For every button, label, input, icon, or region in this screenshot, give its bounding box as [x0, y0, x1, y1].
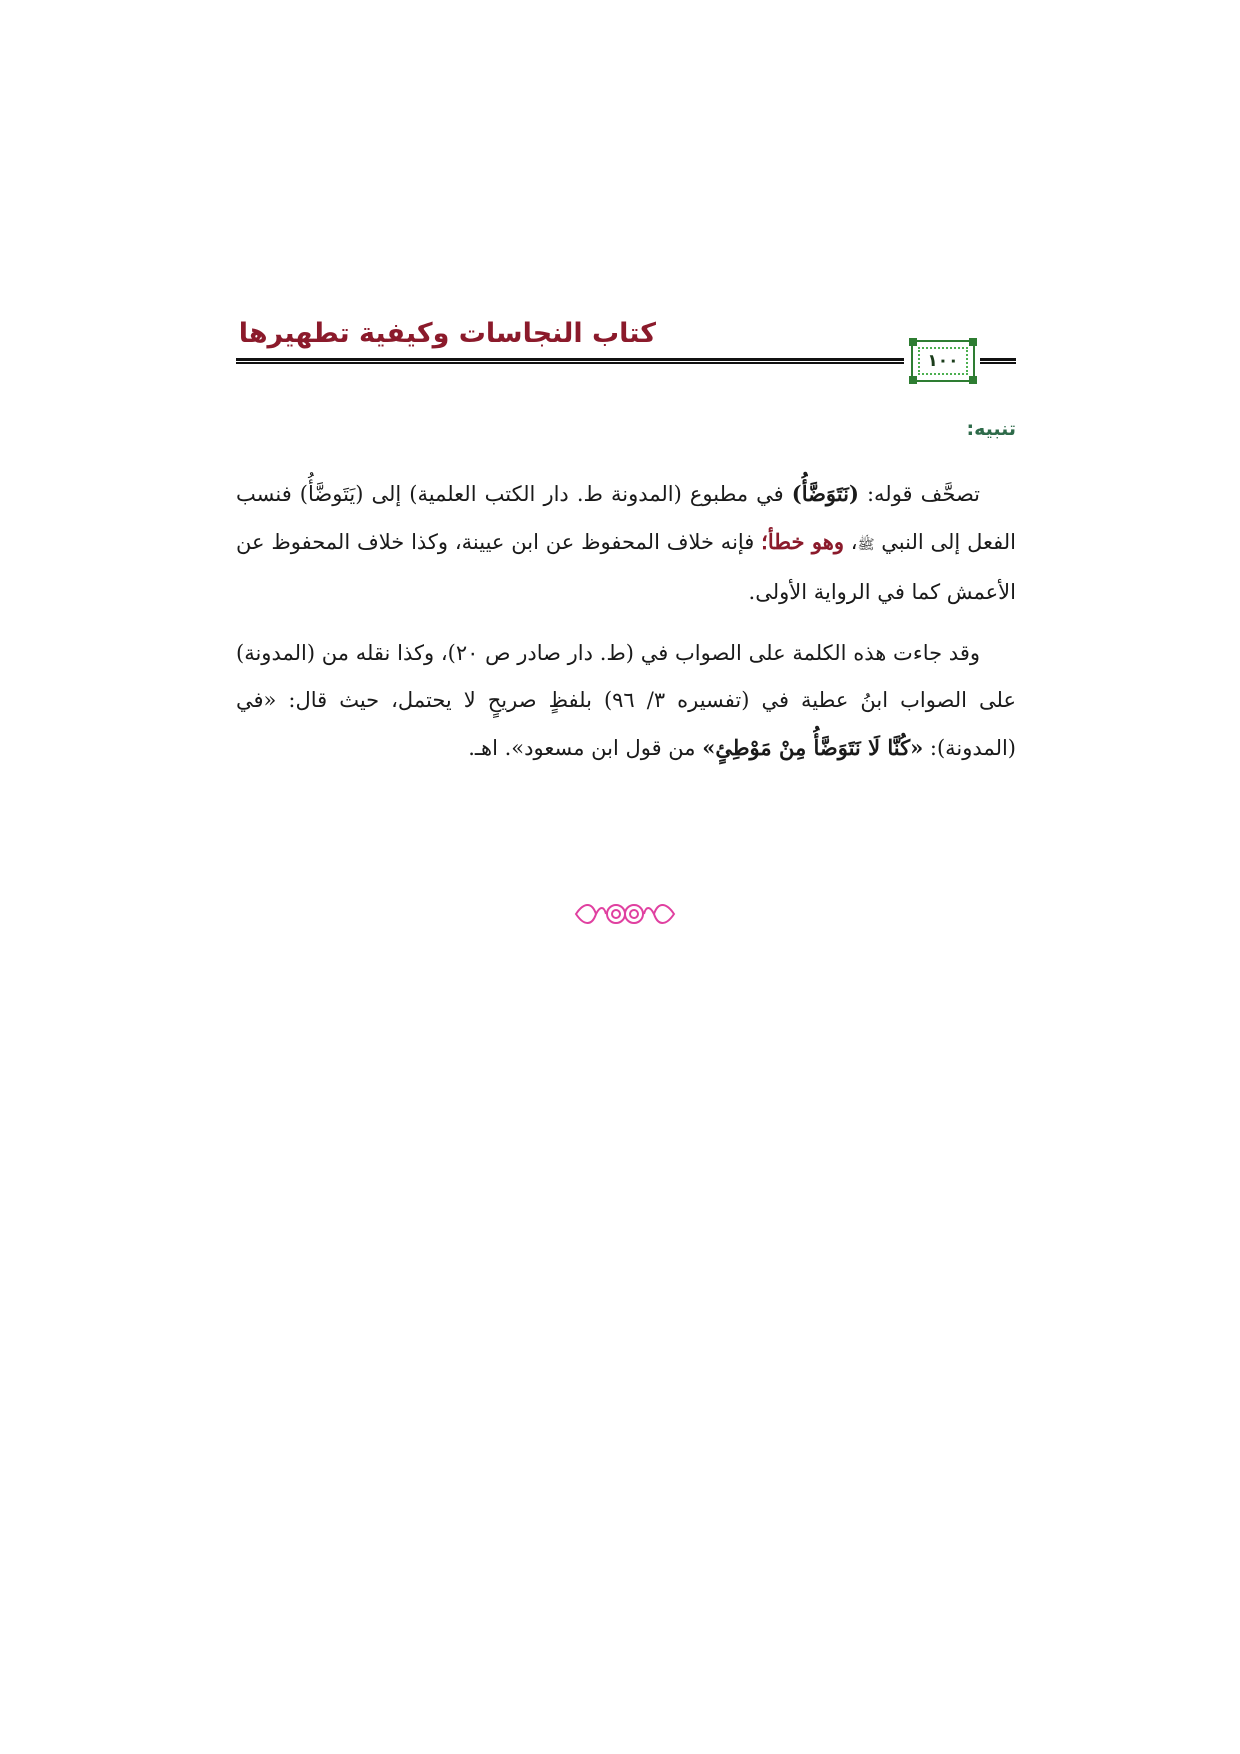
text-segment: من قول ابن مسعود». اهـ.	[468, 736, 703, 760]
quoted-word: (نَتَوَضَّأُ)	[791, 481, 859, 506]
badge-corner-ornament	[969, 338, 977, 346]
paragraph-source	[236, 630, 1016, 772]
badge-corner-ornament	[909, 376, 917, 384]
section-end-ornament	[570, 896, 680, 932]
badge-corner-ornament	[909, 338, 917, 346]
salawat-glyph: ﷺ	[857, 537, 875, 553]
badge-corner-ornament	[969, 376, 977, 384]
text-segment: وقد جاءت هذه الكلمة على الصواب في (ط. دار صادر ص ٢٠)، وكذا نقله من (المدونة) على الصواب ابنُ عطية في (تفسيره ٣/ ٩٦) بلفظٍ صريحٍ لا يحتمل، حيث قال: «في (المدونة):	[236, 641, 1016, 760]
page-number-badge	[911, 340, 975, 382]
book-title: كتاب النجاسات وكيفية تطهيرها	[238, 318, 656, 349]
header-rule-short	[980, 358, 1016, 364]
header-rule-long	[236, 358, 904, 364]
body-text	[236, 470, 1016, 786]
text-segment: فإنه خلاف المحفوظ عن ابن عيينة، وكذا خلاف المحفوظ عن الأعمش كما في الرواية الأولى.	[236, 530, 1016, 604]
error-remark: وهو خطأ؛	[761, 529, 844, 554]
text-segment: في مطبوع (المدونة ط. دار الكتب العلمية) إلى (يَتَوضَّأُ) فنسب الفعل إلى النبي	[236, 482, 1016, 554]
page-header	[236, 318, 1016, 390]
text-segment: ،	[843, 530, 858, 554]
note-label: تنبيه:	[966, 418, 1016, 440]
page-number: ١٠٠	[918, 347, 968, 375]
quoted-narration: «كُنَّا لَا نَتَوَضَّأُ مِنْ مَوْطِئٍ»	[702, 735, 924, 760]
text-segment: تصحَّف قوله:	[858, 482, 980, 506]
paragraph-correction	[236, 470, 1016, 616]
